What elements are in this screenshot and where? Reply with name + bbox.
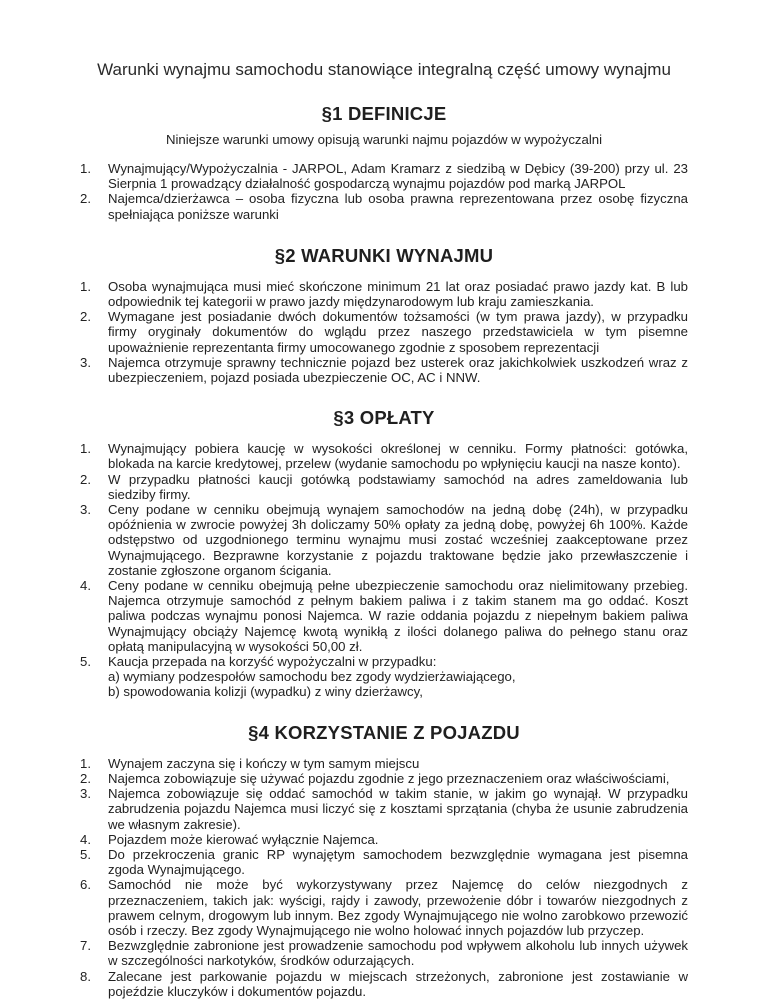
item-number: 1. — [80, 278, 91, 294]
section-heading: §4 KORZYSTANIE Z POJAZDU — [248, 721, 520, 743]
item-text: Osoba wynajmująca musi mieć skończone minimum 21 lat oraz posiadać prawo jazdy kat. B lub odpowiednik tej kategorii w prawo jazdy międzynarodowym lub kraju zamieszkania. — [108, 278, 688, 310]
item-text: Kaucja przepada na korzyść wypożyczalni w przypadku: a) wymiany podzespołów samochodu bez zgody wydzierżawiającego, b) spowodowania kolizji (wypadku) z winy dzierżawcy, — [108, 654, 516, 700]
item-number: 2. — [80, 191, 91, 207]
list-item — [80, 161, 688, 191]
definitions-list — [80, 161, 688, 222]
item-number: 6. — [80, 877, 91, 893]
section-intro: Niniejsze warunki umowy opisują warunki najmu pojazdów w wypożyczalni — [165, 132, 603, 147]
list-item — [80, 756, 688, 771]
list-item — [80, 355, 688, 385]
list-item — [80, 786, 688, 832]
item-text: Ceny podane w cenniku obejmują pełne ubezpieczenie samochodu oraz nielimitowany przebieg. Najemca otrzymuje samochód z pełnym bakiem paliwa i z takim stanem ma go oddać. Koszt paliwa podczas wynajmu ponosi Najemca. W razie oddania pojazdu z niepełnym bakiem paliwa Wynajmujący obciąży Najemcę kwotą wynikłą z ilości dolanego paliwa do pełnego stanu oraz opłatą manipulacyjną w wysokości 50,00 zł. — [108, 578, 688, 654]
list-item — [80, 877, 688, 938]
item-text: Ceny podane w cenniku obejmują wynajem samochodów na jedną dobę (24h), w przypadku opóźnienia w zwrocie powyżej 3h doliczamy 50% opłaty za jedną dobę, powyżej 6h 100%. Każde odstępstwo od uzgodnionego terminu wynajmu musi zostać wcześniej zaakceptowane przez Wynajmującego. Bezprawne korzystanie z pojazdu traktowane będzie jako przewłaszczenie i zostanie zgłoszone organom ścigania. — [108, 502, 688, 578]
item-text: Najemca otrzymuje sprawny technicznie pojazd bez usterek oraz jakichkolwiek uszkodzeń wraz z ubezpieczeniem, pojazd posiada ubezpieczenie OC, AC i NNW. — [108, 354, 688, 386]
list-item — [80, 309, 688, 355]
list-item — [80, 969, 688, 999]
item-text: Wynajem zaczyna się i kończy w tym samym miejscu — [108, 755, 420, 771]
item-number: 1. — [80, 161, 91, 176]
item-text: Do przekroczenia granic RP wynajętym samochodem bezwzględnie wymagana jest pisemna zgoda Wynajmującego. — [108, 846, 688, 878]
conditions-list — [80, 279, 688, 385]
item-text: Wymagane jest posiadanie dwóch dokumentów tożsamości (w tym prawa jazdy), w przypadku firmy oryginały dokumentów do wglądu przez naszego przedstawiciela w tym pisemne upoważnienie reprezentanta firmy umocowanego zgodnie z sposobem reprezentacji — [108, 309, 688, 355]
list-item — [80, 279, 688, 309]
document-title: Warunki wynajmu samochodu stanowiące integralną część umowy wynajmu — [97, 60, 671, 79]
item-number: 8. — [80, 968, 91, 984]
item-number: 3. — [80, 354, 91, 370]
item-text: Najemca/dzierżawca – osoba fizyczna lub osoba prawna reprezentowana przez osobę fizyczna spełniająca poniższe warunki — [108, 191, 688, 222]
item-number: 2. — [80, 770, 91, 786]
list-item — [80, 832, 688, 847]
list-item — [80, 191, 688, 221]
section-heading: §3 OPŁATY — [333, 407, 435, 429]
item-number: 2. — [80, 309, 91, 325]
item-text: Samochód nie może być wykorzystywany przez Najemcę do celów niezgodnych z przeznaczeniem, takich jak: wyścigi, rajdy i zawody, przewożenie dóbr i towarów niezgodnych z prawem celnym, drogowym lub innym. Bez zgody Wynajmującego nie wolno zarobkowo przewozić osób i rzeczy. Bez zgody Wynajmującego nie wolno holować innych pojazdów lub przyczep. — [108, 877, 688, 938]
item-number: 5. — [80, 846, 91, 862]
item-text: Najemca zobowiązuje się używać pojazdu zgodnie z jego przeznaczeniem oraz właściwościami, — [108, 770, 670, 786]
list-item — [80, 578, 688, 654]
item-number: 5. — [80, 654, 91, 670]
section-heading: §1 DEFINICJE — [321, 103, 447, 124]
item-text: Najemca zobowiązuje się oddać samochód w takim stanie, w jakim go wynajął. W przypadku zabrudzenia pojazdu Najemca musi liczyć się z kosztami sprzątania (chyba że usunie zabrudzenia we własnym zakresie). — [108, 786, 688, 832]
item-number: 2. — [80, 471, 91, 487]
item-number: 4. — [80, 831, 91, 847]
fees-list — [80, 441, 688, 699]
list-item — [80, 847, 688, 877]
list-item — [80, 502, 688, 578]
section-fees — [80, 407, 688, 699]
list-item — [80, 938, 688, 968]
list-item — [80, 771, 688, 786]
section-vehicle-use — [80, 722, 688, 999]
list-item — [80, 654, 688, 700]
list-item — [80, 472, 688, 502]
item-number: 1. — [80, 441, 91, 457]
section-heading: §2 WARUNKI WYNAJMU — [274, 244, 494, 266]
item-text: Bezwzględnie zabronione jest prowadzenie samochodu pod wpływem alkoholu lub innych używek w szczególności narkotyków, środków odurzających. — [108, 938, 688, 969]
section-definitions — [80, 103, 688, 222]
vehicle-use-list — [80, 756, 688, 999]
item-number: 7. — [80, 938, 91, 954]
item-text: Zalecane jest parkowanie pojazdu w miejscach strzeżonych, zabronione jest zostawianie w pojeździe kluczyków i dokumentów pojazdu. — [108, 968, 688, 999]
item-text: Pojazdem może kierować wyłącznie Najemca. — [108, 831, 379, 847]
item-text: Wynajmujący pobiera kaucję w wysokości określonej w cenniku. Formy płatności: gotówka, blokada na karcie kredytowej, przelew (wydanie samochodu po wpłynięciu kaucji na nasze konto). — [108, 441, 688, 472]
item-number: 3. — [80, 786, 91, 802]
section-rental-conditions — [80, 245, 688, 385]
item-number: 4. — [80, 578, 91, 594]
list-item — [80, 441, 688, 471]
item-number: 1. — [80, 755, 91, 771]
item-text: W przypadku płatności kaucji gotówką podstawiamy samochód na adres zameldowania lub siedziby firmy. — [108, 471, 688, 502]
item-text: Wynajmujący/Wypożyczalnia - JARPOL, Adam Kramarz z siedzibą w Dębicy (39-200) przy ul. 23 Sierpnia 1 prowadzący działalność gospodarczą wynajmu pojazdów pod marką JARPOL — [108, 161, 688, 192]
item-number: 3. — [80, 502, 91, 518]
